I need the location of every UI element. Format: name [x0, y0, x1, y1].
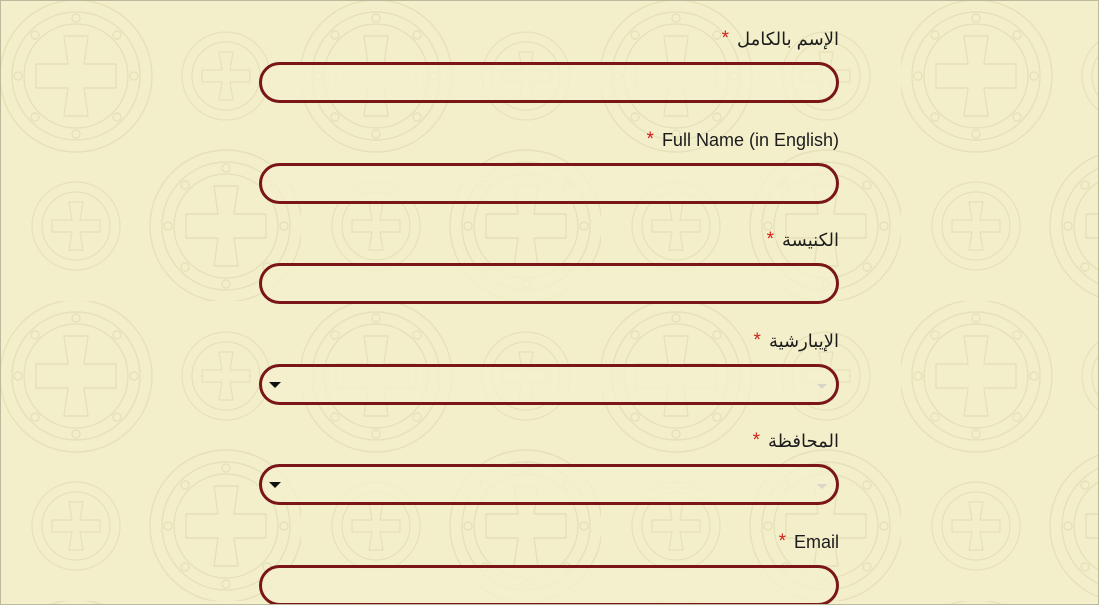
label-church [767, 228, 839, 252]
label-text: الكنيسة [782, 230, 839, 250]
governorate-select[interactable] [259, 464, 839, 505]
required-star: * [753, 330, 761, 351]
required-star: * [721, 28, 729, 49]
label-email [779, 530, 839, 554]
label-governorate [753, 429, 839, 453]
email-input[interactable] [262, 568, 836, 603]
label-text: المحافظة [767, 431, 839, 451]
full-name-arabic-input[interactable] [262, 65, 836, 100]
email-input-wrapper [259, 565, 839, 605]
chevron-down-icon [817, 384, 827, 389]
diocese-select[interactable] [259, 364, 839, 405]
label-full-name-english [647, 128, 839, 152]
full-name-arabic-input-wrapper [259, 62, 839, 103]
triangle-down-icon[interactable] [269, 482, 281, 488]
full-name-english-input[interactable] [262, 166, 836, 201]
triangle-down-icon[interactable] [269, 382, 281, 388]
required-star: * [766, 229, 774, 250]
label-text: الإيبارشية [768, 331, 839, 351]
label-text: Full Name (in English) [661, 130, 839, 150]
label-full-name-arabic [722, 27, 839, 51]
church-input-wrapper [259, 263, 839, 304]
required-star: * [778, 531, 786, 552]
label-text: الإسم بالكامل [736, 29, 839, 49]
chevron-down-icon [817, 484, 827, 489]
required-star: * [752, 430, 760, 451]
label-text: Email [793, 532, 839, 552]
full-name-english-input-wrapper [259, 163, 839, 204]
required-star: * [646, 129, 654, 150]
label-diocese [754, 329, 839, 353]
church-input[interactable] [262, 266, 836, 301]
